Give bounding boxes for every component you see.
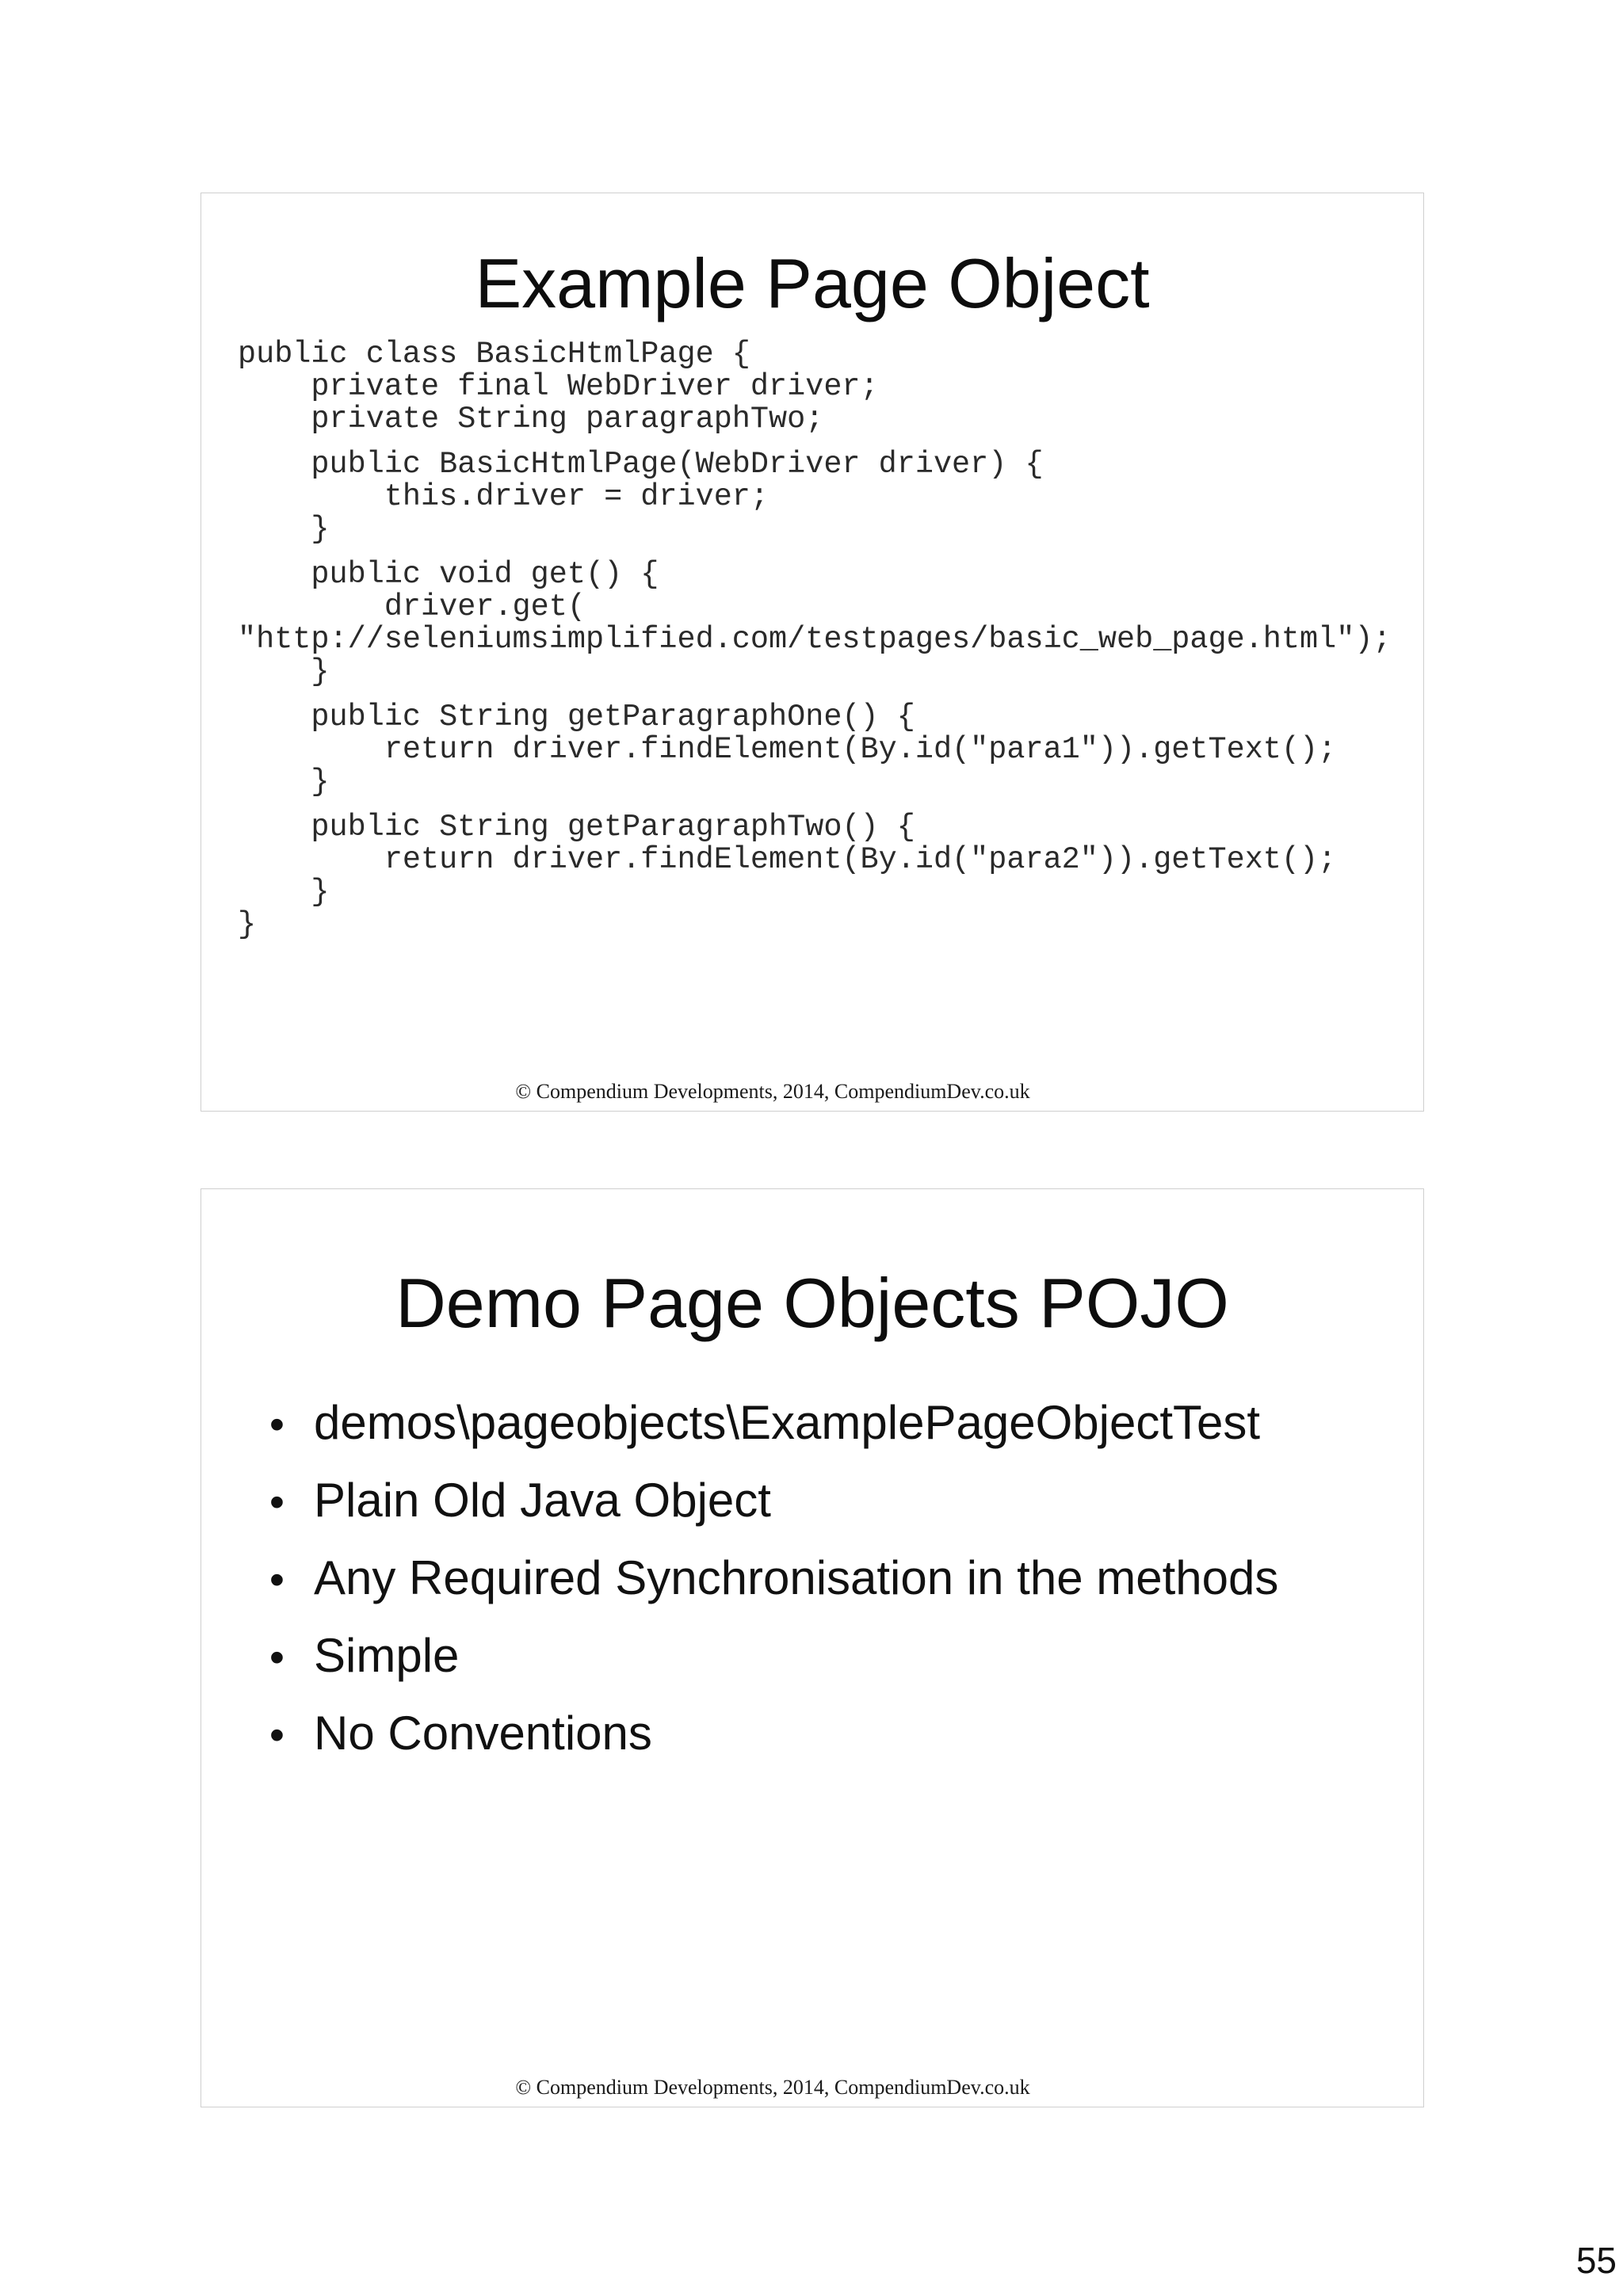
slide-demo-page-objects-pojo (200, 1188, 1424, 2107)
bullet-list (269, 1395, 1278, 1783)
list-item-text: Any Required Synchronisation in the methods (314, 1551, 1279, 1604)
code-line: private String paragraphTwo; (238, 402, 824, 437)
slide-example-page-object (200, 193, 1424, 1112)
list-item (269, 1473, 1278, 1550)
code-line: public String getParagraphTwo() { (238, 810, 915, 845)
slide-title: Demo Page Objects POJO (395, 1264, 1229, 1342)
list-item-text: Simple (314, 1629, 460, 1682)
code-line: public void get() { (238, 557, 659, 592)
code-line: this.driver = driver; (238, 479, 769, 514)
slide-title: Example Page Object (475, 244, 1150, 322)
bullet-icon: • (269, 1634, 285, 1681)
code-line: } (238, 907, 257, 942)
bullet-icon: • (269, 1711, 285, 1759)
list-item (269, 1628, 1278, 1706)
bullet-icon: • (269, 1401, 285, 1448)
code-line: driver.get( (238, 589, 586, 624)
code-line: public class BasicHtmlPage { (238, 337, 750, 372)
code-line: } (238, 765, 330, 799)
code-line: public BasicHtmlPage(WebDriver driver) { (238, 447, 1044, 482)
code-line: "http://seleniumsimplified.com/testpages/basic_web_page.html"); (238, 622, 1392, 657)
list-item-text: demos\pageobjects\ExamplePageObjectTest (314, 1396, 1261, 1449)
bullet-icon: • (269, 1478, 285, 1526)
slide-footer: © Compendium Developments, 2014, CompendiumDev.co.uk (515, 2076, 1030, 2099)
slide-footer: © Compendium Developments, 2014, CompendiumDev.co.uk (515, 1080, 1030, 1103)
code-line: return driver.findElement(By.id("para2")).getText(); (238, 842, 1337, 877)
list-item (269, 1706, 1278, 1783)
code-line: } (238, 512, 330, 547)
list-item-text: No Conventions (314, 1707, 652, 1760)
code-line: private final WebDriver driver; (238, 369, 879, 404)
bullet-icon: • (269, 1556, 285, 1604)
list-item-text: Plain Old Java Object (314, 1474, 771, 1527)
code-line: } (238, 654, 330, 689)
code-line: public String getParagraphOne() { (238, 700, 915, 734)
code-line: } (238, 875, 330, 910)
page-number: 55 (1575, 2240, 1617, 2281)
code-block (238, 338, 1392, 941)
list-item (269, 1395, 1278, 1473)
list-item (269, 1550, 1278, 1628)
code-line: return driver.findElement(By.id("para1")).getText(); (238, 732, 1337, 767)
